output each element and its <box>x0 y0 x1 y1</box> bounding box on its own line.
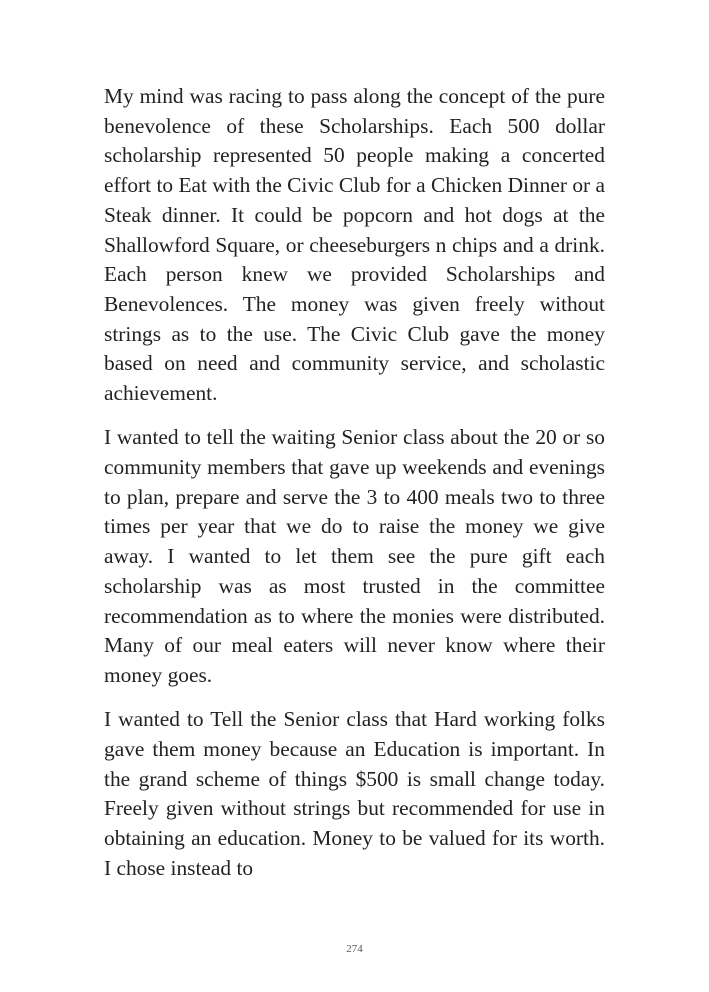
page-number: 274 <box>346 943 363 955</box>
paragraph-2: I wanted to tell the waiting Senior class about the 20 or so community members that gave up weekends and evenings to plan, prepare and serve the 3 to 400 meals two to three times per year that we do to raise the money we give away. I wanted to let them see the pure gift each scholarship was as most trusted in the committee recommendation as to where the monies were distributed. Many of our meal eaters will never know where their money goes. <box>104 425 605 687</box>
body-text <box>104 82 605 883</box>
paragraph-3: I wanted to Tell the Senior class that Hard working folks gave them money because an Education is important. In the grand scheme of things $500 is small change today. Freely given without strings but recommended for use in obtaining an education. Money to be valued for its worth. I chose instead to <box>104 707 605 880</box>
paragraph-1: My mind was racing to pass along the concept of the pure benevolence of these Scholarships. Each 500 dollar scholarship represented 50 people making a concerted effort to Eat with the Civic Club for a Chicken Dinner or a Steak dinner. It could be popcorn and hot dogs at the Shallowford Square, or cheeseburgers n chips and a drink. Each person knew we provided Scholarships and Benevolences. The money was given freely without strings as to the use. The Civic Club gave the money based on need and community service, and scholastic achievement. <box>104 84 605 406</box>
